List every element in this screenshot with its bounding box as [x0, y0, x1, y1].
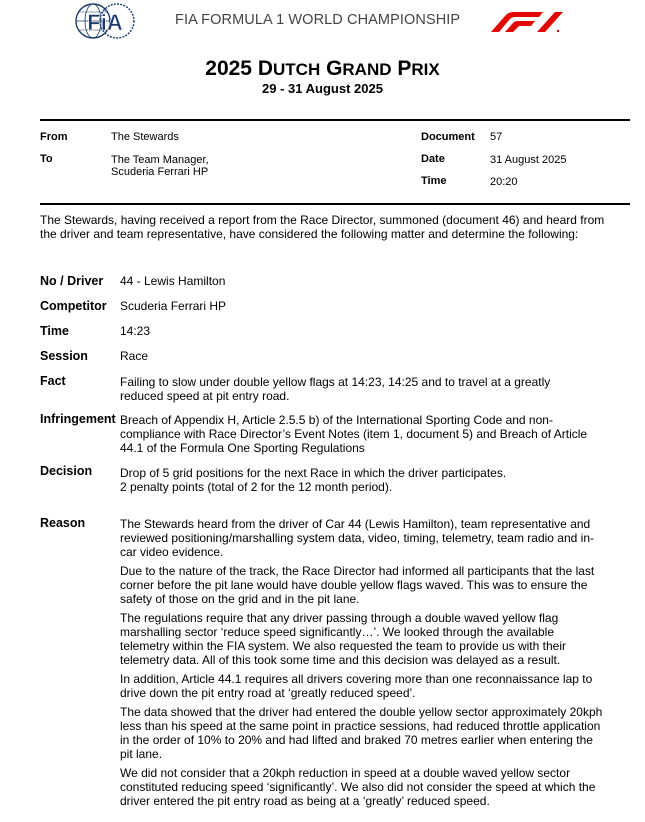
time-label: Time	[421, 175, 447, 187]
reason-value	[120, 517, 605, 813]
reason-paragraph: Due to the nature of the track, the Race Director had informed all participants that the last corner before the pit lane would have double yellow flags waved. This was to ensure the safety of those on the grid and in the pit lane.	[120, 564, 595, 606]
competitor-label: Competitor	[40, 299, 107, 313]
from-label: From	[40, 131, 68, 143]
divider-bottom	[40, 203, 630, 205]
time-row-label: Time	[40, 324, 69, 338]
infringement-label: Infringement	[40, 412, 116, 426]
reason-paragraph: The Stewards heard from the driver of Car 44 (Lewis Hamilton), team representative and reviewed positioning/marshalling system data, video, timing, telemetry, team radio and in-car video evidence.	[120, 517, 594, 559]
driver-label: No / Driver	[40, 274, 104, 288]
to-value: The Team Manager, Scuderia Ferrari HP	[111, 154, 209, 178]
svg-text:FiA: FiA	[87, 10, 123, 35]
fact-label: Fact	[40, 374, 66, 388]
reason-paragraph: The regulations require that any driver passing through a double waved yellow flag marshalling sector ‘reduce speed significantly…’. We looked through the available telemetry within the FIA system. We also requested the team to provide us with their telemetry data. All of this took some time and this decision was delayed as a result.	[120, 611, 566, 667]
f1-logo	[487, 10, 565, 34]
date-value: 31 August 2025	[490, 154, 567, 166]
intro-paragraph: The Stewards, having received a report from the Race Director, summoned (document 46) and heard from the driver and team representative, have considered the following matter and determine the following:	[40, 213, 605, 241]
driver-value: 44 - Lewis Hamilton	[120, 274, 226, 288]
date-label: Date	[421, 153, 445, 165]
to-label: To	[40, 153, 53, 165]
reason-label: Reason	[40, 516, 86, 530]
session-value: Race	[120, 349, 149, 363]
fia-logo	[74, 2, 136, 40]
decision-value: Drop of 5 grid positions for the next Race in which the driver participates. 2 penalty points (total of 2 for the 12 month period).	[120, 466, 507, 494]
reason-paragraph: We did not consider that a 20kph reduction in speed at a double waved yellow sector constituted reducing speed ‘significantly’. We also did not consider the speed at which the driver entered the pit entry road as being at a ‘greatly’ reduced speed.	[120, 766, 596, 808]
reason-paragraph: The data showed that the driver had entered the double yellow sector approximately 20kph less than his speed at the same point in practice sessions, had reduced throttle application in the order of 10% to 20% and had lifted and braked 70 metres earlier when entering the pit lane.	[120, 705, 603, 761]
competitor-value: Scuderia Ferrari HP	[120, 299, 227, 313]
decision-label: Decision	[40, 464, 93, 478]
reason-paragraph: In addition, Article 44.1 requires all drivers covering more than one reconnaissance lap to drive down the pit entry road at ‘greatly reduced speed’.	[120, 672, 593, 700]
championship-title: FIA FORMULA 1 WORLD CHAMPIONSHIP	[175, 12, 461, 28]
time-value: 20:20	[490, 176, 518, 188]
document-label: Document	[421, 131, 475, 143]
event-title: 2025 DUTCH GRAND PRIX	[205, 57, 440, 80]
document-number: 57	[490, 131, 503, 143]
infringement-value: Breach of Appendix H, Article 2.5.5 b) of the International Sporting Code and non-compliance with Race Director’s Event Notes (item 1, document 5) and Breach of Article 44.1 of the Formula One Sporting Regulations	[120, 413, 588, 455]
divider-top	[40, 119, 630, 121]
fact-value: Failing to slow under double yellow flags at 14:23, 14:25 and to travel at a greatly reduced speed at pit entry road.	[120, 375, 551, 403]
event-dates: 29 - 31 August 2025	[262, 81, 383, 96]
from-value: The Stewards	[111, 131, 179, 143]
session-label: Session	[40, 349, 88, 363]
time-row-value: 14:23	[120, 324, 151, 338]
